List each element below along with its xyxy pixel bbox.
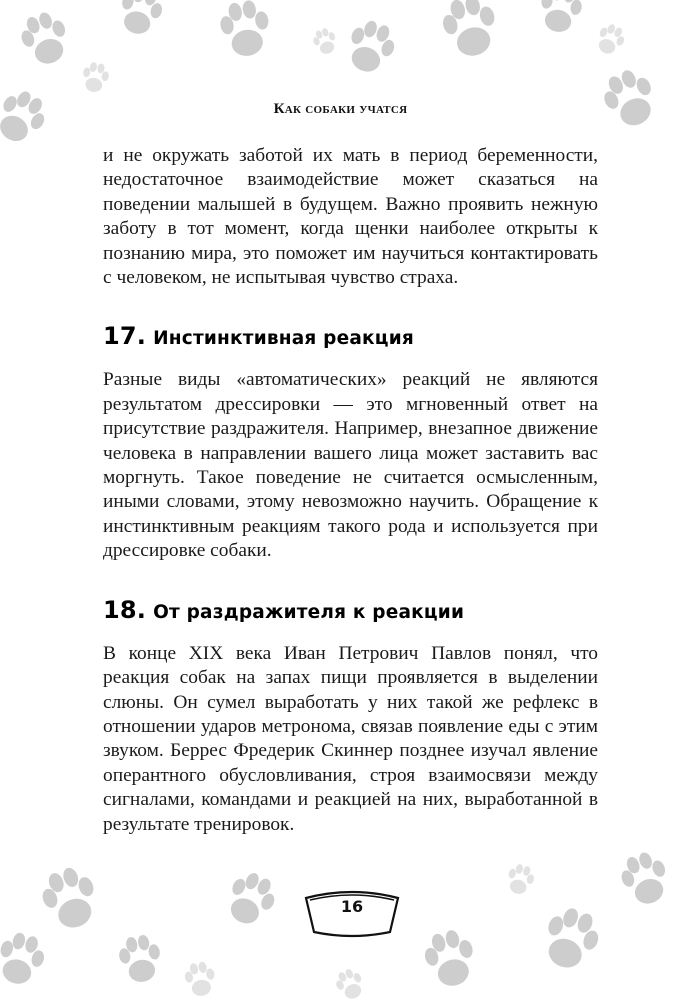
page-number: 16 xyxy=(340,897,364,916)
paw-icon xyxy=(593,21,629,59)
paw-icon xyxy=(0,929,49,989)
paw-icon xyxy=(16,7,75,70)
paw-icon xyxy=(616,847,675,910)
page-content xyxy=(103,144,598,837)
intro-paragraph: и не окружать заботой их мать в период беременности, недостаточное взаимодействие может сказаться на поведении малышей в будущем. Важно проявить нежную заботу в тот момент, когда щенки наиболее открыты к познанию мира, это поможет им научиться контактировать с человеком, не испытывая чувство страха. xyxy=(103,145,598,289)
section-title: Инстинктивная реакция xyxy=(153,328,414,350)
paw-icon xyxy=(537,0,585,35)
paw-icon xyxy=(80,61,111,94)
paw-icon xyxy=(220,867,282,931)
section-title: От раздражителя к реакции xyxy=(153,601,465,623)
section-number: 17. xyxy=(103,322,147,351)
paw-icon xyxy=(341,16,400,79)
running-head: Как собаки учатся xyxy=(273,101,408,117)
section-number: 18. xyxy=(103,595,147,624)
paw-icon xyxy=(36,862,105,935)
section-17-paragraph: Разные виды «автоматических» реакций не являются результатом дрессировки — это мгновенный ответ на присутствие раздражителя. Например, внезапное движение человека в направлении вашего лица может заставить вас моргнуть. Такое поведение не считается осмысленным, иными словами, этому невозможно научить. Обращение к инстинктивным реакциям такого рода и используется при дрессировке собаки. xyxy=(103,369,598,562)
paw-icon xyxy=(420,926,481,991)
paw-icon xyxy=(504,862,537,897)
paw-icon xyxy=(183,960,218,998)
paw-icon xyxy=(116,933,164,986)
paw-icon xyxy=(597,64,664,134)
section-18-paragraph: В конце XIX века Иван Петрович Павлов понял, что реакция собак на запах пищи проявляется в выделении слюны. Он сумел выработать у них такой же рефлекс в отношении ударов метронома, связав появление еды с этим звуком. Беррес Фредерик Скиннер позднее изучал явление оперантного обусловливания, строя взаимосвязи между сигналами, командами и реакцией на них, выработанной в результате тренировок. xyxy=(103,642,598,835)
paw-icon xyxy=(310,26,339,57)
paw-icon xyxy=(115,0,166,39)
section-heading-18 xyxy=(103,596,598,624)
section-heading-17 xyxy=(103,322,598,350)
paw-icon xyxy=(438,0,503,62)
paw-icon xyxy=(217,0,274,60)
paw-icon xyxy=(332,965,368,1000)
paw-icon xyxy=(537,902,606,975)
